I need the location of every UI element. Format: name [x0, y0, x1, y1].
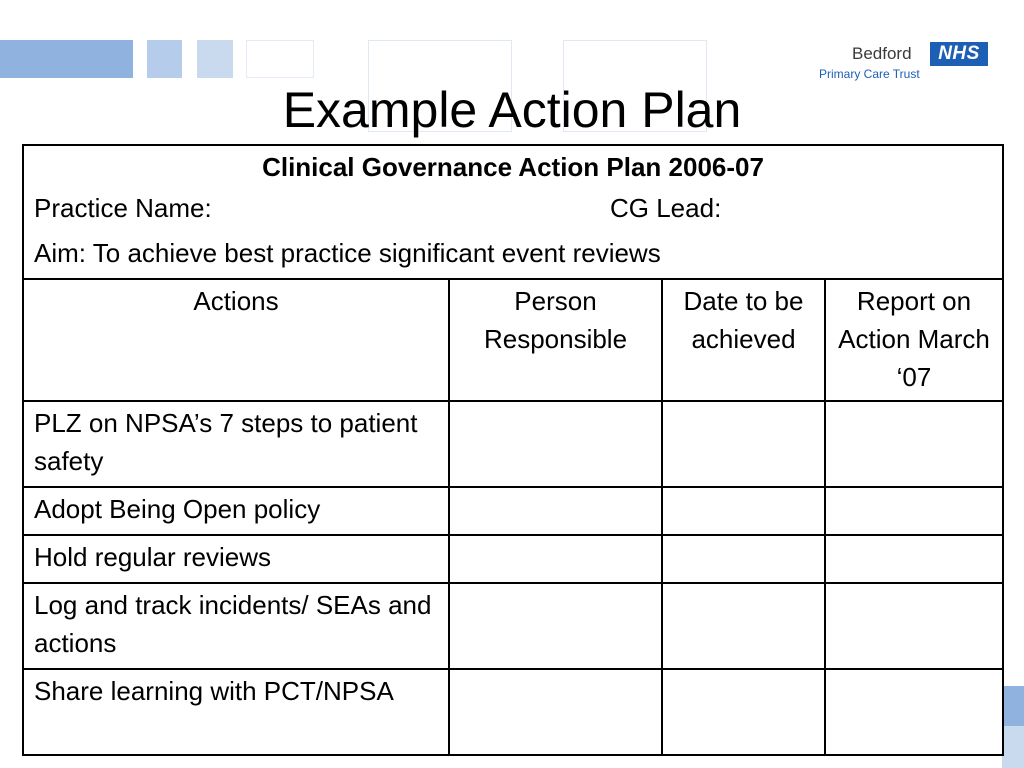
plan-info-row: [23, 145, 1003, 279]
table-row: [23, 583, 1003, 669]
header-band-4: [246, 40, 314, 78]
report-cell: [825, 487, 1003, 535]
action-cell: PLZ on NPSA’s 7 steps to patient safety: [23, 401, 449, 487]
date-cell: [662, 669, 825, 755]
table-row: [23, 487, 1003, 535]
report-cell: [825, 583, 1003, 669]
person-cell: [449, 401, 662, 487]
plan-info-cell: [23, 145, 1003, 279]
cg-lead-label: CG Lead:: [610, 193, 722, 223]
logo-subtitle: Primary Care Trust: [819, 67, 920, 81]
action-cell: Share learning with PCT/NPSA: [23, 669, 449, 755]
column-header-row: [23, 279, 1003, 401]
practice-name-label: Practice Name:: [34, 193, 212, 223]
action-cell: Adopt Being Open policy: [23, 487, 449, 535]
header-band-1: [0, 40, 133, 78]
column-header-actions: Actions: [23, 279, 449, 401]
nhs-badge: NHS: [930, 42, 988, 66]
person-cell: [449, 669, 662, 755]
plan-heading: Clinical Governance Action Plan 2006-07: [262, 152, 764, 182]
table-row: [23, 401, 1003, 487]
person-cell: [449, 487, 662, 535]
report-cell: [825, 535, 1003, 583]
column-header-date: Date to be achieved: [662, 279, 825, 401]
slide-title: Example Action Plan: [282, 82, 742, 138]
report-cell: [825, 401, 1003, 487]
action-plan-table: [22, 144, 1004, 756]
date-cell: [662, 583, 825, 669]
table-row: [23, 535, 1003, 583]
column-header-report: Report on Action March ‘07: [825, 279, 1003, 401]
practice-line: [34, 186, 992, 230]
action-cell: Log and track incidents/ SEAs and actions: [23, 583, 449, 669]
header-band-3: [197, 40, 233, 78]
report-cell: [825, 669, 1003, 755]
action-cell: Hold regular reviews: [23, 535, 449, 583]
plan-aim: Aim: To achieve best practice significant event reviews: [34, 238, 661, 268]
column-header-person: Person Responsible: [449, 279, 662, 401]
edge-band-1: [1002, 686, 1024, 726]
date-cell: [662, 487, 825, 535]
date-cell: [662, 401, 825, 487]
edge-band-2: [1002, 726, 1024, 768]
person-cell: [449, 583, 662, 669]
header-band-2: [147, 40, 182, 78]
person-cell: [449, 535, 662, 583]
table-row: [23, 669, 1003, 755]
date-cell: [662, 535, 825, 583]
logo-org-name: Bedford: [852, 44, 912, 63]
